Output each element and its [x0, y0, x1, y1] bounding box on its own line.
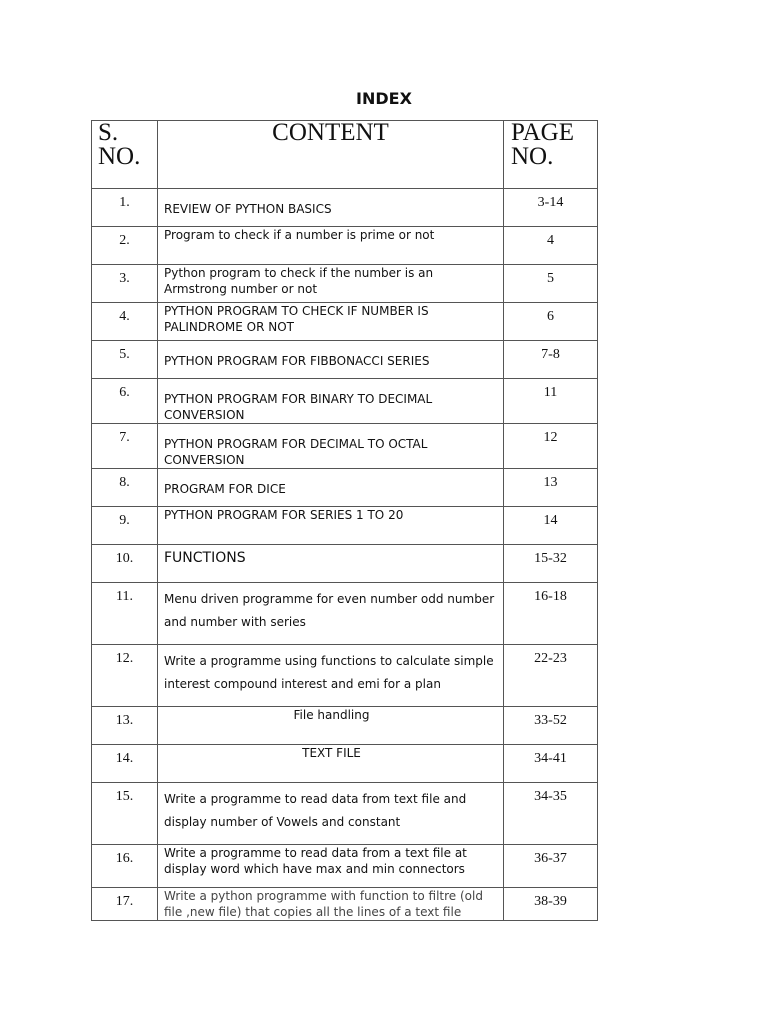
table-row: [92, 745, 598, 783]
table-row: [92, 341, 598, 379]
row-content: PYTHON PROGRAM FOR SERIES 1 TO 20: [158, 507, 504, 545]
table-row: [92, 707, 598, 745]
table-row: [92, 227, 598, 265]
row-sno: 4.: [92, 303, 158, 341]
table-row: [92, 189, 598, 227]
row-sno: 17.: [92, 888, 158, 921]
table-row: [92, 888, 598, 921]
row-page: 7-8: [504, 341, 598, 379]
row-content: Write a python programme with function to filtre (old file ,new file) that copies all the lines of a text file: [158, 888, 504, 921]
row-page: 15-32: [504, 545, 598, 583]
header-page: PAGE NO.: [504, 121, 598, 189]
row-sno: 1.: [92, 189, 158, 227]
row-page: 4: [504, 227, 598, 265]
row-page: 34-35: [504, 783, 598, 845]
row-content: Write a programme using functions to calculate simple interest compound interest and emi for a plan: [158, 645, 504, 707]
row-content: PROGRAM FOR DICE: [158, 469, 504, 507]
table-row: [92, 845, 598, 888]
table-row: [92, 469, 598, 507]
table-row: [92, 265, 598, 303]
row-content: Python program to check if the number is an Armstrong number or not: [158, 265, 504, 303]
row-sno: 3.: [92, 265, 158, 303]
table-row: [92, 507, 598, 545]
row-content: Write a programme to read data from text file and display number of Vowels and constant: [158, 783, 504, 845]
table-row: [92, 645, 598, 707]
row-sno: 6.: [92, 379, 158, 424]
table-header-row: [92, 121, 598, 189]
row-sno: 7.: [92, 424, 158, 469]
row-sno: 12.: [92, 645, 158, 707]
table-row: [92, 783, 598, 845]
row-content: PYTHON PROGRAM FOR FIBBONACCI SERIES: [158, 341, 504, 379]
row-sno: 9.: [92, 507, 158, 545]
page-title: INDEX: [356, 89, 412, 108]
row-content: PYTHON PROGRAM TO CHECK IF NUMBER IS PALINDROME OR NOT: [158, 303, 504, 341]
row-sno: 2.: [92, 227, 158, 265]
row-content: REVIEW OF PYTHON BASICS: [158, 189, 504, 227]
row-page: 14: [504, 507, 598, 545]
header-content: CONTENT: [158, 121, 504, 189]
row-page: 13: [504, 469, 598, 507]
row-content: Write a programme to read data from a text file at display word which have max and min connectors: [158, 845, 504, 888]
row-page: 6: [504, 303, 598, 341]
row-page: 33-52: [504, 707, 598, 745]
row-content: PYTHON PROGRAM FOR DECIMAL TO OCTAL CONVERSION: [158, 424, 504, 469]
row-sno: 10.: [92, 545, 158, 583]
table-row: [92, 545, 598, 583]
row-sno: 8.: [92, 469, 158, 507]
row-page: 36-37: [504, 845, 598, 888]
table-row: [92, 424, 598, 469]
row-content: PYTHON PROGRAM FOR BINARY TO DECIMAL CONVERSION: [158, 379, 504, 424]
row-content: TEXT FILE: [158, 745, 504, 783]
table-row: [92, 303, 598, 341]
table-row: [92, 583, 598, 645]
row-page: 22-23: [504, 645, 598, 707]
row-content: FUNCTIONS: [158, 545, 504, 583]
row-sno: 15.: [92, 783, 158, 845]
row-sno: 5.: [92, 341, 158, 379]
row-page: 12: [504, 424, 598, 469]
row-content: Menu driven programme for even number odd number and number with series: [158, 583, 504, 645]
row-page: 34-41: [504, 745, 598, 783]
header-sno: S. NO.: [92, 121, 158, 189]
row-page: 11: [504, 379, 598, 424]
row-page: 38-39: [504, 888, 598, 921]
row-sno: 14.: [92, 745, 158, 783]
row-page: 16-18: [504, 583, 598, 645]
table-row: [92, 379, 598, 424]
index-table: [91, 120, 598, 921]
row-page: 3-14: [504, 189, 598, 227]
row-sno: 16.: [92, 845, 158, 888]
row-sno: 11.: [92, 583, 158, 645]
row-content: Program to check if a number is prime or not: [158, 227, 504, 265]
row-sno: 13.: [92, 707, 158, 745]
row-content: File handling: [158, 707, 504, 745]
row-page: 5: [504, 265, 598, 303]
